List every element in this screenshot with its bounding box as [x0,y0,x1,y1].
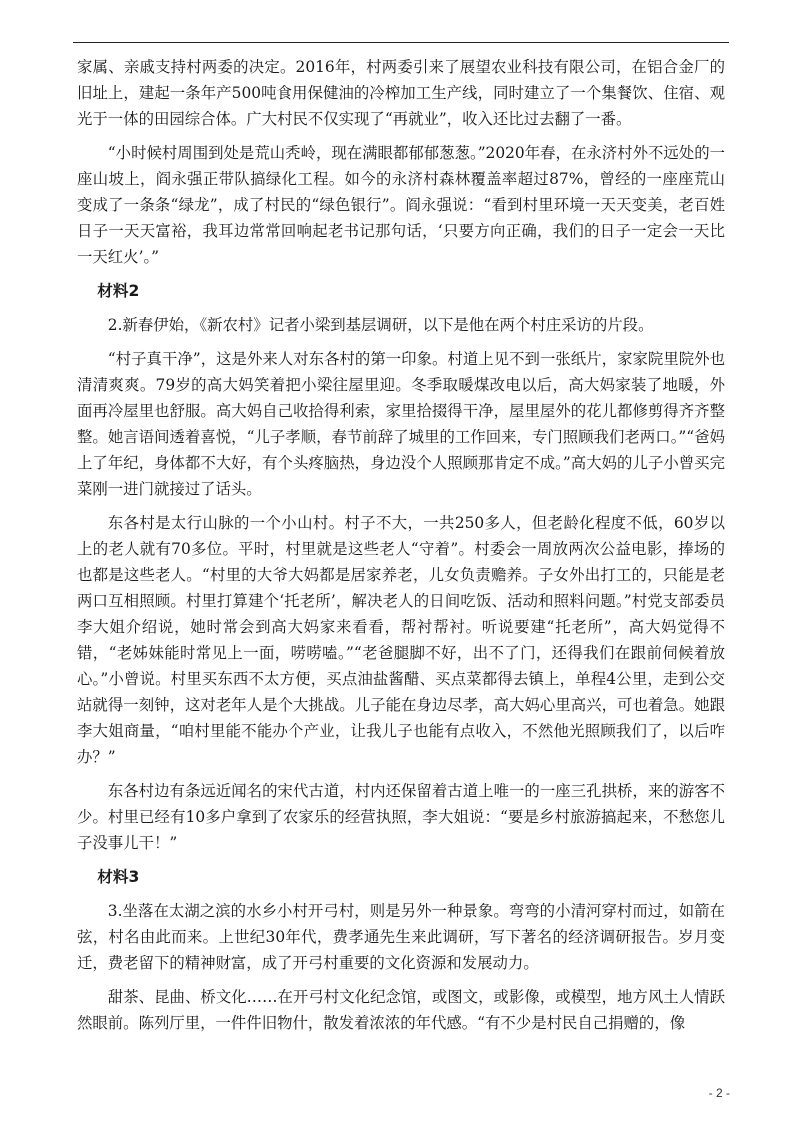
header-rule [73,42,729,43]
section-heading-material-2: 材料2 [97,282,140,300]
paragraph-1: 家属、亲戚支持村两委的决定。2016年，村两委引来了展望农业科技有限公司，在铝合金厂的旧址上，建起一条年产500吨食用保健油的冷榨加工生产线，同时建立了一个集餐饮、住宿、观光于一体的田园综合体。广大村民不仅实现了“再就业”，收入还比过去翻了一番。 [77,58,725,128]
paragraph-4: “村子真干净”，这是外来人对东各村的第一印象。村道上见不到一张纸片，家家院里院外也清清爽爽。79岁的高大妈笑着把小梁往屋里迎。冬季取暖煤改电以后，高大妈家装了地暖，外面再冷屋里也舒服。高大妈自己收拾得利索，家里拾掇得干净，屋里屋外的花儿都修剪得齐齐整整。她言语间透着喜悦，“儿子孝顺，春节前辞了城里的工作回来，专门照顾我们老两口。”“爸妈上了年纪，身体都不大好，有个头疼脑热，身边没个人照顾那肯定不成。”高大妈的儿子小曾买完菜刚一进门就接过了话头。 [77,350,725,498]
paragraph-6: 东各村边有条远近闻名的宋代古道，村内还保留着古道上唯一的一座三孔拱桥，来的游客不少。村里已经有10多户拿到了农家乐的经营执照，李大姐说：“要是乡村旅游搞起来，不愁您儿子没事儿干！” [77,782,725,852]
paragraph-2: “小时候村周围到处是荒山秃岭，现在满眼都郁郁葱葱。”2020年春，在永济村外不远处的一座山坡上，阎永强正带队搞绿化工程。如今的永济村森林覆盖率超过87%，曾经的一座座荒山变成了一条条“绿龙”，成了村民的“绿色银行”。阎永强说：“看到村里环境一天天变美，老百姓日子一天天富裕，我耳边常常回响起老书记那句话，‘只要方向正确，我们的日子一定会一天比一天红火’。” [77,144,725,266]
section-heading-material-3: 材料3 [97,868,140,886]
page-number: - 2 - [708,1086,730,1100]
paragraph-5: 东各村是太行山脉的一个小山村。村子不大，一共250多人，但老龄化程度不低，60岁以上的老人就有70多位。平时，村里就是这些老人“守着”。村委会一周放两次公益电影，捧场的也都是这些老人。“村里的大爷大妈都是居家养老，儿女负责赡养。子女外出打工的，只能是老两口互相照顾。村里打算建个‘托老所’，解决老人的日间吃饭、活动和照料问题。”村党支部委员李大姐介绍说，她时常会到高大妈家来看看，帮衬帮衬。听说要建“托老所”，高大妈觉得不错，“老姊妹能时常见上一面，唠唠嗑。”“老爸腿脚不好，出不了门，还得我们在跟前伺候着放心。”小曾说。村里买东西不太方便，买点油盐酱醋、买点菜都得去镇上，单程4公里，走到公交站就得一刻钟，这对老年人是个大挑战。儿子能在身边尽孝，高大妈心里高兴，可也着急。她跟李大姐商量，“咱村里能不能办个产业，让我儿子也能有点收入，不然他光照顾我们了，以后咋办？” [77,514,725,766]
paragraph-7: 3.坐落在太湖之滨的水乡小村开弓村，则是另外一种景象。弯弯的小清河穿村而过，如箭在弦，村名由此而来。上世纪30年代，费孝通先生来此调研，写下著名的经济调研报告。岁月变迁，费老留下的精神财富，成了开弓村重要的文化资源和发展动力。 [77,902,725,972]
document-body [77,54,725,1044]
paragraph-3: 2.新春伊始，《新农村》记者小梁到基层调研，以下是他在两个村庄采访的片段。 [107,316,654,334]
paragraph-8: 甜茶、昆曲、桥文化……在开弓村文化纪念馆，或图文，或影像，或模型，地方风土人情跃然眼前。陈列厅里，一件件旧物什，散发着浓浓的年代感。“有不少是村民自己捐赠的，像 [77,988,725,1032]
